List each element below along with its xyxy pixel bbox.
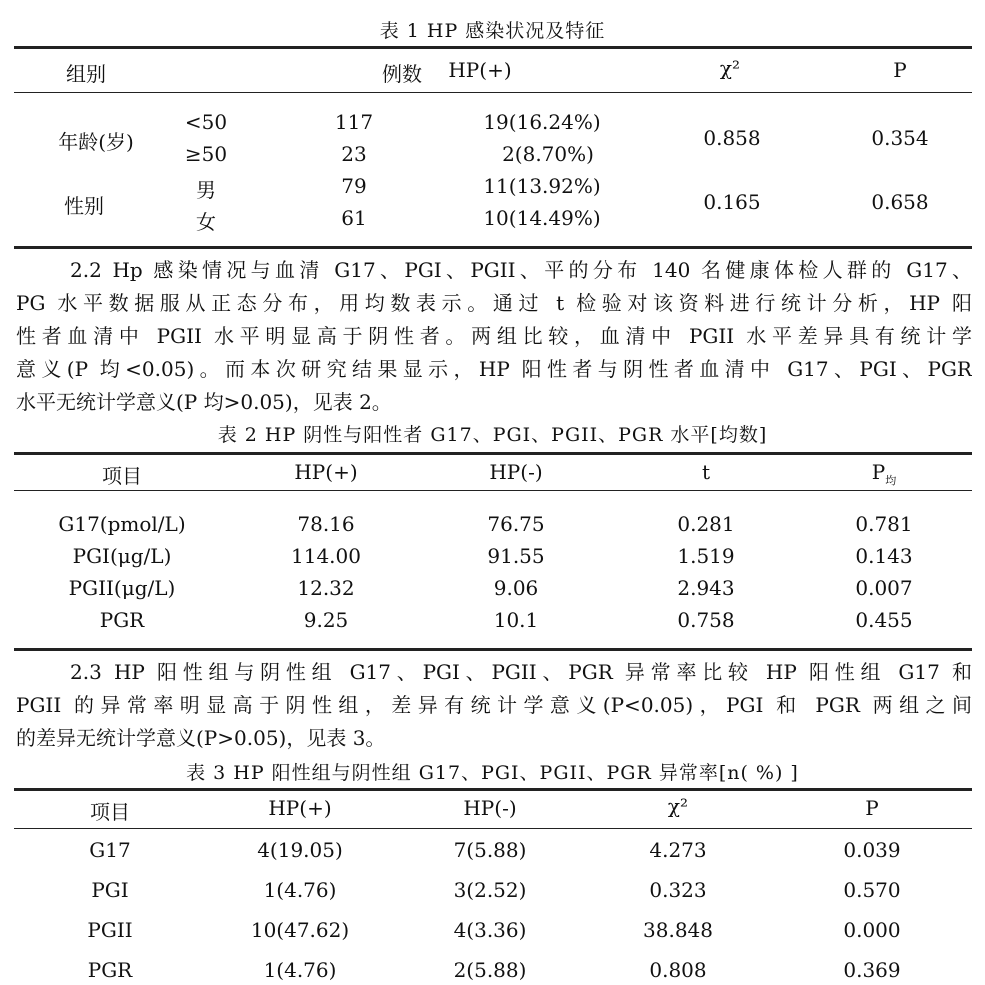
table2-row-p: 0.007 bbox=[855, 576, 913, 600]
table3-row-neg: 4(3.36) bbox=[453, 918, 527, 942]
table1-row-n: 61 bbox=[341, 206, 367, 230]
table3-row-chi: 4.273 bbox=[649, 838, 707, 862]
table2-row-item: G17(pmol/L) bbox=[58, 512, 186, 536]
table3-top-rule bbox=[14, 788, 972, 791]
table3-row-pos: 4(19.05) bbox=[257, 838, 343, 862]
table3-row-item: PGI bbox=[91, 878, 129, 902]
table3-header-item: 项目 bbox=[90, 800, 130, 824]
table3-row-neg: 3(2.52) bbox=[453, 878, 527, 902]
table2-row-neg: 10.1 bbox=[493, 608, 539, 632]
table1-header-hp: HP(+) bbox=[448, 58, 512, 82]
table2-row-t: 2.943 bbox=[677, 576, 735, 600]
table2-top-rule bbox=[14, 452, 972, 455]
paragraph-line: 水平无统计学意义(P 均>0.05)，见表 2。 bbox=[16, 390, 392, 414]
paragraph-line: 2.3 HP 阳性组与阴性组 G17、PGI、PGII、PGR 异常率比较 HP 阳性组 G17 和 bbox=[70, 660, 972, 684]
table3-row-chi: 0.808 bbox=[649, 958, 707, 982]
table1-row-sub: 男 bbox=[196, 178, 216, 202]
table2-row-t: 0.758 bbox=[677, 608, 735, 632]
table3-header-chi: χ² bbox=[667, 794, 689, 818]
table1-row-chi: 0.858 bbox=[703, 126, 761, 150]
table2-row-p: 0.455 bbox=[855, 608, 913, 632]
paragraph-line: PGII 的异常率明显高于阴性组，差异有统计学意义(P<0.05)，PGI 和 PGR 两组之间 bbox=[16, 693, 972, 717]
table1-row-hp: 19(16.24%) bbox=[483, 110, 601, 134]
table2-row-pos: 78.16 bbox=[297, 512, 355, 536]
table1-row-n: 23 bbox=[341, 142, 367, 166]
table2-header-item: 项目 bbox=[102, 464, 142, 488]
table1-header-group: 组别 bbox=[66, 62, 106, 86]
table1-row-hp: 11(13.92%) bbox=[483, 174, 601, 198]
table3-row-pos: 1(4.76) bbox=[263, 958, 337, 982]
table3-header-neg: HP(-) bbox=[463, 796, 517, 820]
table2-header-pos: HP(+) bbox=[294, 460, 358, 484]
table3-row-pos: 10(47.62) bbox=[250, 918, 350, 942]
table2-row-item: PGII(μg/L) bbox=[68, 576, 176, 600]
table1-row-chi: 0.165 bbox=[703, 190, 761, 214]
table1-row-hp: 10(14.49%) bbox=[483, 206, 601, 230]
table3-row-p: 0.000 bbox=[843, 918, 901, 942]
table3-header-pos: HP(+) bbox=[268, 796, 332, 820]
paragraph-2-3 bbox=[16, 656, 972, 755]
table2-row-t: 0.281 bbox=[677, 512, 735, 536]
table2-row-item: PGI(μg/L) bbox=[72, 544, 172, 568]
table3-row-p: 0.039 bbox=[843, 838, 901, 862]
table3-row-item: PGII bbox=[87, 918, 133, 942]
paragraph-line: 意义(P 均<0.05)。而本次研究结果显示，HP 阳性者与阴性者血清中 G17、PGI、PGR bbox=[16, 357, 972, 381]
table3-row-pos: 1(4.76) bbox=[263, 878, 337, 902]
table1-row-sub: 女 bbox=[196, 210, 216, 234]
table1-row-group-sex: 性别 bbox=[64, 194, 104, 218]
table2-row-item: PGR bbox=[99, 608, 145, 632]
table3-header-rule bbox=[14, 828, 972, 829]
table2-header-p: $P_均$ bbox=[871, 460, 897, 487]
table3-header-p: P bbox=[865, 796, 879, 820]
table2-row-pos: 9.25 bbox=[303, 608, 349, 632]
table1-row-n: 79 bbox=[341, 174, 367, 198]
table1-header-chi: χ² bbox=[719, 56, 741, 80]
table2-header-p-sub: 均 bbox=[885, 474, 897, 487]
table2-row-pos: 114.00 bbox=[291, 544, 361, 568]
table2-row-pos: 12.32 bbox=[297, 576, 355, 600]
table2-caption: 表 2 HP 阴性与阳性者 G17、PGI、PGII、PGR 水平[均数] bbox=[217, 424, 768, 446]
table1-caption: 表 1 HP 感染状况及特征 bbox=[379, 20, 606, 42]
table2-bottom-rule bbox=[14, 648, 972, 651]
table3-row-chi: 38.848 bbox=[643, 918, 713, 942]
table1-bottom-rule bbox=[14, 246, 972, 249]
paragraph-line: 2.2 Hp 感染情况与血清 G17、PGI、PGII、平的分布 140 名健康体检人群的 G17、 bbox=[70, 258, 972, 282]
table1-row-p: 0.658 bbox=[871, 190, 929, 214]
table3-row-item: PGR bbox=[87, 958, 133, 982]
paragraph-line: 的差异无统计学意义(P>0.05)，见表 3。 bbox=[16, 726, 386, 750]
table2-row-t: 1.519 bbox=[677, 544, 735, 568]
table3-row-neg: 2(5.88) bbox=[453, 958, 527, 982]
table2-header-t: t bbox=[701, 460, 711, 484]
table3-row-chi: 0.323 bbox=[649, 878, 707, 902]
table2-row-neg: 91.55 bbox=[487, 544, 545, 568]
table1-header-n: 例数 bbox=[382, 62, 422, 86]
table2-row-neg: 9.06 bbox=[493, 576, 539, 600]
table2-header-rule bbox=[14, 490, 972, 491]
table2-row-neg: 76.75 bbox=[487, 512, 545, 536]
table3-row-p: 0.369 bbox=[843, 958, 901, 982]
table1-header-rule bbox=[14, 92, 972, 93]
table1-header-p: P bbox=[893, 58, 907, 82]
table1-row-n: 117 bbox=[334, 110, 374, 134]
paragraph-2-2 bbox=[16, 254, 972, 419]
table2-row-p: 0.781 bbox=[855, 512, 913, 536]
paragraph-line: PG 水平数据服从正态分布，用均数表示。通过 t 检验对该资料进行统计分析，HP 阳 bbox=[16, 291, 972, 315]
table3-caption: 表 3 HP 阳性组与阴性组 G17、PGI、PGII、PGR 异常率[n( %) ] bbox=[186, 762, 799, 784]
table3-row-item: G17 bbox=[89, 838, 131, 862]
table1-row-hp: 2(8.70%) bbox=[502, 142, 594, 166]
table2-header-neg: HP(-) bbox=[489, 460, 543, 484]
table1-top-rule bbox=[14, 46, 972, 49]
table3-row-p: 0.570 bbox=[843, 878, 901, 902]
table1-row-sub: ≥50 bbox=[184, 142, 228, 166]
table1-row-sub: <50 bbox=[184, 110, 228, 134]
table3-row-neg: 7(5.88) bbox=[453, 838, 527, 862]
table1-row-group-age: 年龄(岁) bbox=[58, 130, 134, 154]
table2-row-p: 0.143 bbox=[855, 544, 913, 568]
paragraph-line: 性者血清中 PGII 水平明显高于阴性者。两组比较，血清中 PGII 水平差异具有统计学 bbox=[16, 324, 972, 348]
table1-row-p: 0.354 bbox=[871, 126, 929, 150]
